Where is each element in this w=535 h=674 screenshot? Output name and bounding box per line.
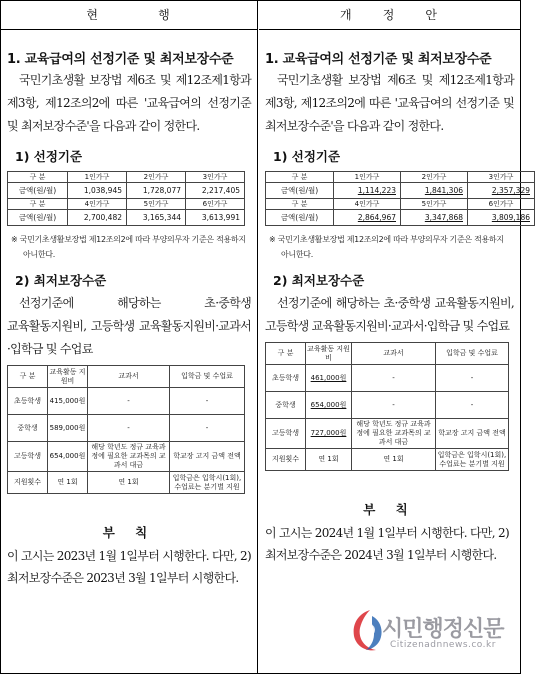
table-cell [306, 365, 352, 392]
amount-value: 727,000원 [310, 429, 347, 437]
supplementary-body: 이 고시는 2024년 1월 1일부터 시행한다. 다만, 2) 최저보장수준은 2024년 3월 1일부터 시행한다. [265, 526, 509, 562]
table-cell: 2,700,482 [68, 210, 127, 226]
table-cell: 학교장 고지 금액 전액 [436, 419, 509, 449]
table-cell: 연 1회 [48, 472, 88, 494]
table-row [8, 199, 245, 210]
table-cell [306, 392, 352, 419]
table-cell: 구 분 [266, 343, 306, 365]
table-cell: 고등학생 [266, 419, 306, 449]
section1-body: 국민기초생활 보장법 제6조 및 제12조제1항과 제3항, 제12조의2에 따른 '교육급여의 선정기준 및 최저보장수준'을 다음과 같이 정한다. [7, 73, 251, 133]
minimum-guarantee-title: 2) 최저보장수준 [15, 273, 107, 288]
table-cell: 3,165,344 [127, 210, 186, 226]
table-cell: 4인가구 [68, 199, 127, 210]
table-cell: 금액(원/월) [8, 210, 68, 226]
selection-criteria-table [7, 171, 245, 226]
selection-criteria-title: 1) 선정기준 [273, 149, 341, 164]
minimum-guarantee-table [265, 342, 509, 471]
table-cell: 교과서 [352, 343, 436, 365]
table-cell: 금액(원/월) [266, 183, 334, 199]
table-cell: - [170, 388, 245, 415]
table-cell: 지원횟수 [266, 449, 306, 471]
minimum-guarantee-table [7, 365, 245, 494]
table-cell: 해당 학년도 정규 교육과정에 필요한 교과목의 교과서 대금 [88, 442, 170, 472]
table-cell: 교육활동 지원비 [48, 366, 88, 388]
table-row [266, 199, 535, 210]
table-row [266, 343, 509, 365]
table-cell: 입학금은 입학시(1회), 수업료는 분기별 지원 [436, 449, 509, 471]
table-cell: 2인가구 [401, 172, 468, 183]
watermark-url: Citizenadnnews.co.kr [390, 640, 496, 650]
table-cell: 1,038,945 [68, 183, 127, 199]
supplementary-title: 부 칙 [363, 502, 416, 517]
amount-value: 461,000원 [310, 373, 347, 382]
table-cell: 3,613,991 [186, 210, 245, 226]
table-cell: 654,000원 [48, 442, 88, 472]
table-cell: 교육활동 지원비 [306, 343, 352, 365]
table-cell: 구 분 [8, 172, 68, 183]
footnote: ※ 국민기초생활보장법 제12조의2에 따라 부양의무자 기준은 적용하지 아니한다. [11, 235, 246, 259]
table-row [8, 442, 245, 472]
table-cell: 1,114,223 [334, 183, 401, 199]
table-cell: - [352, 392, 436, 419]
table-cell: 해당 학년도 정규 교육과정에 필요한 교과목의 교과서 대금 [352, 419, 436, 449]
revised-header-label: 개 정 안 [340, 8, 439, 22]
table-cell: 구 분 [8, 199, 68, 210]
table-cell: 589,000원 [48, 415, 88, 442]
watermark-name: 시민행정신문 [382, 617, 504, 642]
table-cell: 구 분 [266, 172, 334, 183]
table-cell: - [170, 415, 245, 442]
current-header-label: 현 행 [86, 8, 172, 22]
table-cell: 지원횟수 [8, 472, 48, 494]
table-cell: 1인가구 [68, 172, 127, 183]
table-cell: 6인가구 [186, 199, 245, 210]
table-cell: 입학금 및 수업료 [170, 366, 245, 388]
section1-title: 1. 교육급여의 선정기준 및 최저보장수준 [7, 52, 234, 67]
table-cell: 415,000원 [48, 388, 88, 415]
table-row [266, 172, 535, 183]
table-cell: 연 1회 [352, 449, 436, 471]
table-cell: 3인가구 [468, 172, 535, 183]
table-cell: 교과서 [88, 366, 170, 388]
minimum-guarantee-body: 선정기준에 해당하는 초·중학생 교육활동지원비, 고등학생 교육활동지원비·교과서·입학금 및 수업료 [265, 296, 514, 333]
table-cell: - [352, 365, 436, 392]
selection-criteria-title: 1) 선정기준 [15, 149, 83, 164]
table-cell: 3,809,186 [468, 210, 535, 226]
table-cell: 2,357,329 [468, 183, 535, 199]
table-cell: 6인가구 [468, 199, 535, 210]
table-cell: 연 1회 [306, 449, 352, 471]
table-cell [306, 419, 352, 449]
table-cell: 4인가구 [334, 199, 401, 210]
minimum-guarantee-body: 선정기준에 해당하는 초·중학생 교육활동지원비, 고등학생 교육활동지원비·교과서·입학금 및 수업료 [7, 296, 251, 356]
table-cell: 2,217,405 [186, 183, 245, 199]
current-column [1, 0, 258, 674]
section1-body: 국민기초생활 보장법 제6조 및 제12조제1항과 제3항, 제12조의2에 따른 '교육급여의 선정기준 및 최저보장수준'을 다음과 같이 정한다. [265, 73, 514, 133]
table-cell: 3,347,868 [401, 210, 468, 226]
supplementary-body: 이 고시는 2023년 1월 1일부터 시행한다. 다만, 2) 최저보장수준은 2023년 3월 1일부터 시행한다. [7, 549, 251, 585]
table-row [8, 172, 245, 183]
table-cell: 2인가구 [127, 172, 186, 183]
table-row [266, 449, 509, 471]
table-cell: 3인가구 [186, 172, 245, 183]
table-cell: 초등학생 [266, 365, 306, 392]
table-row [8, 366, 245, 388]
table-cell: 금액(원/월) [266, 210, 334, 226]
table-row [8, 210, 245, 226]
supplementary-title: 부 칙 [102, 525, 156, 540]
revised-column-header [259, 0, 520, 30]
table-cell: - [436, 392, 509, 419]
table-row [8, 415, 245, 442]
current-column-header [1, 0, 257, 30]
amount-value: 654,000원 [310, 400, 347, 409]
table-cell: 5인가구 [127, 199, 186, 210]
table-cell: 중학생 [266, 392, 306, 419]
table-row [266, 365, 509, 392]
table-cell: 1,728,077 [127, 183, 186, 199]
selection-criteria-table [265, 171, 535, 226]
table-cell: 고등학생 [8, 442, 48, 472]
table-cell: 금액(원/월) [8, 183, 68, 199]
table-cell: - [436, 365, 509, 392]
table-cell: 1인가구 [334, 172, 401, 183]
table-cell: 구 분 [8, 366, 48, 388]
table-cell: 중학생 [8, 415, 48, 442]
table-cell: 5인가구 [401, 199, 468, 210]
minimum-guarantee-title: 2) 최저보장수준 [273, 273, 365, 288]
revised-column [259, 0, 530, 674]
table-row [266, 419, 509, 449]
table-cell: 초등학생 [8, 388, 48, 415]
table-cell: 학교장 고지 금액 전액 [170, 442, 245, 472]
table-cell: 구 분 [266, 199, 334, 210]
footnote: ※ 국민기초생활보장법 제12조의2에 따라 부양의무자 기준은 적용하지 아니한다. [269, 235, 504, 259]
table-cell: 1,841,306 [401, 183, 468, 199]
table-row [8, 183, 245, 199]
table-cell: - [88, 415, 170, 442]
table-cell: 입학금 및 수업료 [436, 343, 509, 365]
table-row [266, 183, 535, 199]
section1-title: 1. 교육급여의 선정기준 및 최저보장수준 [265, 52, 492, 67]
table-cell: 2,864,967 [334, 210, 401, 226]
table-row [8, 472, 245, 494]
table-cell: 연 1회 [88, 472, 170, 494]
table-cell: 입학금은 입학시(1회), 수업료는 분기별 지원 [170, 472, 245, 494]
table-row [266, 210, 535, 226]
table-row [266, 392, 509, 419]
table-row [8, 388, 245, 415]
table-cell: - [88, 388, 170, 415]
